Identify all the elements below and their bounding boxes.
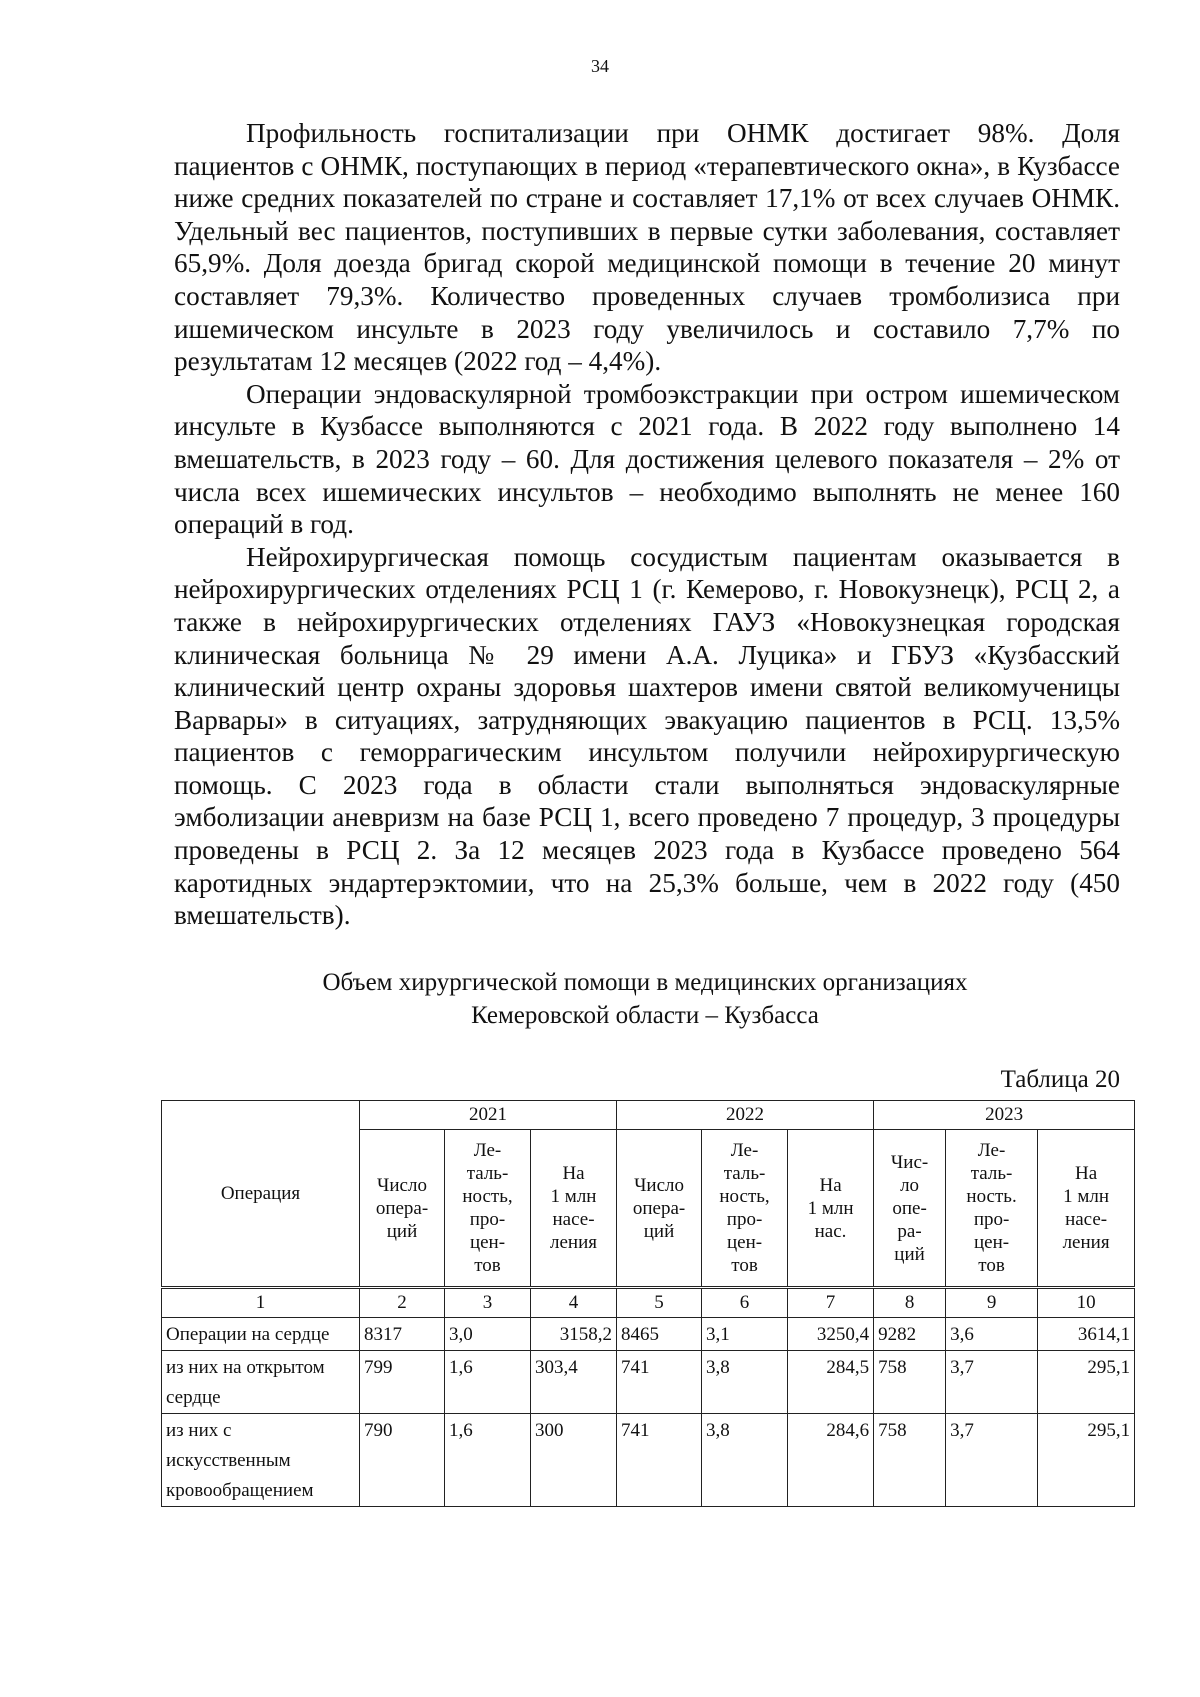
operation-name: Операции на сердце bbox=[162, 1318, 360, 1351]
table-cell: 3,1 bbox=[702, 1318, 788, 1351]
surgery-volume-table bbox=[161, 1100, 1135, 1507]
table-cell: 3158,2 bbox=[531, 1318, 617, 1351]
table-cell: 295,1 bbox=[1038, 1351, 1135, 1414]
column-number: 5 bbox=[617, 1288, 702, 1318]
column-number: 9 bbox=[946, 1288, 1038, 1318]
table-cell: 3614,1 bbox=[1038, 1318, 1135, 1351]
table-cell: 3250,4 bbox=[788, 1318, 874, 1351]
table-caption: Таблица 20 bbox=[1000, 1066, 1120, 1093]
column-number: 1 bbox=[162, 1288, 360, 1318]
column-number: 3 bbox=[445, 1288, 531, 1318]
paragraph-stroke-stats: Профильность госпитализации при ОНМК достигает 98%. Доля пациентов с ОНМК, поступающих в период «терапевтического окна», в Кузбассе ниже средних показателей по стране и составляет 17,1% от всех случаев ОНМК. Удельный вес пациентов, поступивших в первые сутки заболевания, составляет 65,9%. Доля доезда бригад скорой медицинской помощи в течение 20 минут составляет 79,3%. Количество проведенных случаев тромболизиса при ишемическом инсульте в 2023 году увеличилось и составило 7,7% по результатам 12 месяцев (2022 год – 4,4%). bbox=[174, 118, 1120, 377]
body-text bbox=[174, 117, 1120, 932]
table-cell: 1,6 bbox=[445, 1414, 531, 1507]
table-cell: 3,0 bbox=[445, 1318, 531, 1351]
table-cell: 8317 bbox=[360, 1318, 445, 1351]
table-title-line-2: Кемеровской области – Кузбасса bbox=[471, 1002, 819, 1029]
column-number: 8 bbox=[874, 1288, 946, 1318]
table-cell: 3,8 bbox=[702, 1351, 788, 1414]
table-cell: 758 bbox=[874, 1351, 946, 1414]
operation-name: из них с искусственным кровообращением bbox=[162, 1414, 360, 1507]
header-2022-count: Число опера- ций bbox=[617, 1130, 702, 1288]
year-2022-header: 2022 bbox=[617, 1101, 874, 1130]
table-title-line-1: Объем хирургической помощи в медицинских организациях bbox=[322, 969, 968, 996]
table-cell: 799 bbox=[360, 1351, 445, 1414]
table-cell: 790 bbox=[360, 1414, 445, 1507]
header-2023-lethality: Ле- таль- ность. про- цен- тов bbox=[946, 1130, 1038, 1288]
table-cell: 3,7 bbox=[946, 1351, 1038, 1414]
column-number: 2 bbox=[360, 1288, 445, 1318]
table-cell: 3,7 bbox=[946, 1414, 1038, 1507]
table-cell: 295,1 bbox=[1038, 1414, 1135, 1507]
column-number: 10 bbox=[1038, 1288, 1135, 1318]
year-header-row bbox=[162, 1101, 1135, 1130]
header-2023-per-million: На 1 млн насе- ления bbox=[1038, 1130, 1135, 1288]
column-number: 6 bbox=[702, 1288, 788, 1318]
table-cell: 303,4 bbox=[531, 1351, 617, 1414]
table-cell: 741 bbox=[617, 1414, 702, 1507]
paragraph-thrombectomy: Операции эндоваскулярной тромбоэкстракции при остром ишемическом инсульте в Кузбассе выполняются с 2021 года. В 2022 году выполнено 14 вмешательств, в 2023 году – 60. Для достижения целевого показателя – 2% от числа всех ишемических инсультов – необходимо выполнять не менее 160 операций в год. bbox=[174, 378, 1120, 540]
header-2021-per-million: На 1 млн насе- ления bbox=[531, 1130, 617, 1288]
table-cell: 300 bbox=[531, 1414, 617, 1507]
header-2021-count: Число опера- ций bbox=[360, 1130, 445, 1288]
year-2023-header: 2023 bbox=[874, 1101, 1135, 1130]
table-cell: 758 bbox=[874, 1414, 946, 1507]
operation-header: Операция bbox=[162, 1101, 360, 1288]
table-row bbox=[162, 1318, 1135, 1351]
header-2023-count: Чис- ло опе- ра- ций bbox=[874, 1130, 946, 1288]
table-row bbox=[162, 1351, 1135, 1414]
operation-name: из них на открытом сердце bbox=[162, 1351, 360, 1414]
table-cell: 284,5 bbox=[788, 1351, 874, 1414]
table-cell: 9282 bbox=[874, 1318, 946, 1351]
table-cell: 741 bbox=[617, 1351, 702, 1414]
header-2022-per-million: На 1 млн нас. bbox=[788, 1130, 874, 1288]
table-cell: 284,6 bbox=[788, 1414, 874, 1507]
paragraph-neurosurgery: Нейрохирургическая помощь сосудистым пациентам оказывается в нейрохирургических отделениях РСЦ 1 (г. Кемерово, г. Новокузнецк), РСЦ 2, а также в нейрохирургических отделениях ГАУЗ «Новокузнецкая городская клиническая больница № 29 имени А.А. Луцика» и ГБУЗ «Кузбасский клинический центр охраны здоровья шахтеров имени святой великомученицы Варвары» в ситуациях, затрудняющих эвакуацию пациентов в РСЦ. 13,5% пациентов с геморрагическим инсультом получили нейрохирургическую помощь. С 2023 года в области стали выполняться эндоваскулярные эмболизации аневризм на базе РСЦ 1, всего проведено 7 процедур, 3 процедуры проведены в РСЦ 2. За 12 месяцев 2023 года в Кузбассе проведено 564 каротидных эндартерэктомии, что на 25,3% больше, чем в 2022 году (450 вмешательств). bbox=[174, 541, 1120, 931]
header-2022-lethality: Ле- таль- ность, про- цен- тов bbox=[702, 1130, 788, 1288]
table-cell: 1,6 bbox=[445, 1351, 531, 1414]
table-cell: 3,8 bbox=[702, 1414, 788, 1507]
column-number: 4 bbox=[531, 1288, 617, 1318]
table-cell: 3,6 bbox=[946, 1318, 1038, 1351]
table-row bbox=[162, 1414, 1135, 1507]
header-2021-lethality: Ле- таль- ность, про- цен- тов bbox=[445, 1130, 531, 1288]
table-title bbox=[0, 966, 1200, 1032]
page-number: 34 bbox=[591, 56, 609, 76]
column-number: 7 bbox=[788, 1288, 874, 1318]
column-number-row bbox=[162, 1288, 1135, 1318]
table-cell: 8465 bbox=[617, 1318, 702, 1351]
year-2021-header: 2021 bbox=[360, 1101, 617, 1130]
